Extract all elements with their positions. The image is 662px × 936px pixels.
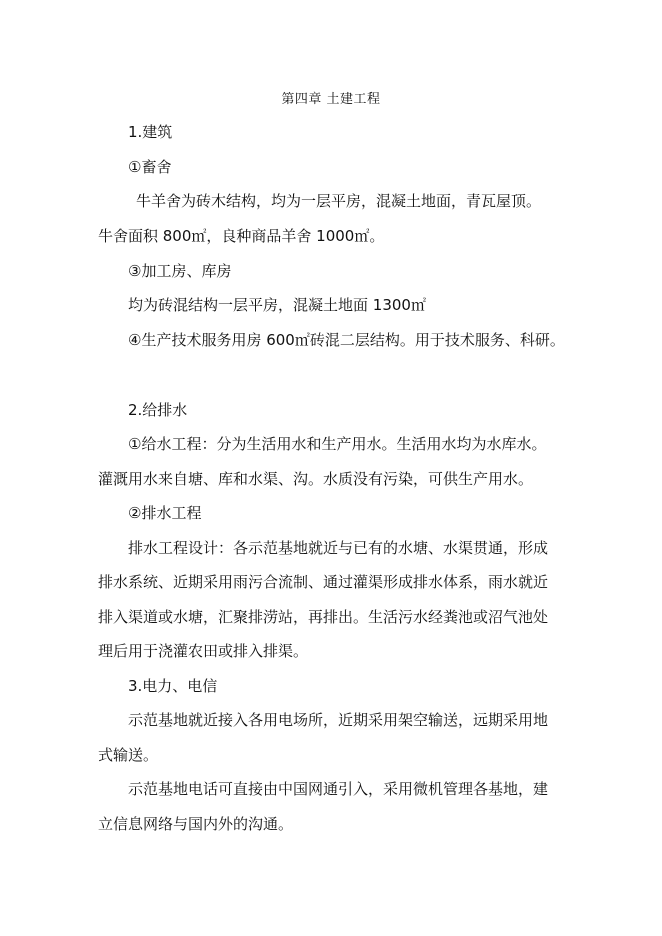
section-heading-water: 2.给排水 <box>128 401 188 419</box>
paragraph-line: 排水工程设计：各示范基地就近与已有的水塘、水渠贯通，形成 <box>128 539 549 557</box>
paragraph-line: 牛舍面积 800㎡，良种商品羊舍 1000㎡。 <box>98 227 385 245</box>
paragraph-line: 牛羊舍为砖木结构，均为一层平房，混凝土地面，青瓦屋顶。 <box>136 192 542 210</box>
section-heading-building: 1.建筑 <box>128 123 173 141</box>
item-heading-livestock-shed: ①畜舍 <box>128 158 172 176</box>
section-heading-power-telecom: 3.电力、电信 <box>128 677 218 695</box>
paragraph-line: 均为砖混结构一层平房，混凝土地面 1300㎡ <box>128 296 426 314</box>
paragraph-line: 示范基地就近接入各用电场所，近期采用架空输送，远期采用地 <box>128 711 549 729</box>
paragraph-line: 排入渠道或水塘，汇聚排涝站，再排出。生活污水经粪池或沼气池处 <box>98 608 549 626</box>
paragraph-line: ①给水工程：分为生活用水和生产用水。生活用水均为水库水。 <box>128 435 547 453</box>
item-heading-drainage: ②排水工程 <box>128 504 202 522</box>
paragraph-line: 立信息网络与国内外的沟通。 <box>98 815 294 833</box>
item-heading-processing-storage: ③加工房、库房 <box>128 262 232 280</box>
chapter-title: 第四章 土建工程 <box>281 92 381 107</box>
paragraph-line: 灌溉用水来自塘、库和水渠、沟。水质没有污染，可供生产用水。 <box>98 470 534 488</box>
paragraph-line: 理后用于浇灌农田或排入排渠。 <box>98 642 309 660</box>
paragraph-line: 式输送。 <box>98 746 159 764</box>
paragraph-line: 示范基地电话可直接由中国网通引入，采用微机管理各基地，建 <box>128 780 549 798</box>
paragraph-line: ④生产技术服务用房 600㎡砖混二层结构。用于技术服务、科研。 <box>128 331 565 349</box>
paragraph-line: 排水系统、近期采用雨污合流制、通过灌渠形成排水体系，雨水就近 <box>98 573 549 591</box>
